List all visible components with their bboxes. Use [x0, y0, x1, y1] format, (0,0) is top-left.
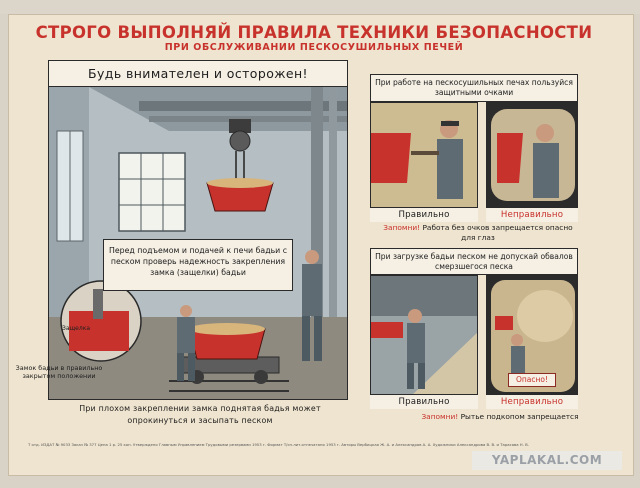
sand-warn-word: Запомни! — [421, 412, 459, 421]
poster-title: СТРОГО ВЫПОЛНЯЙ ПРАВИЛА ТЕХНИКИ БЕЗОПАСНОСТИ — [35, 23, 593, 42]
left-illustration-panel — [48, 60, 348, 400]
goggles-warning — [378, 223, 578, 243]
foundry-scene-illustration — [49, 61, 348, 400]
latch-label: Защелка — [62, 325, 91, 332]
print-imprint: Т отд. ИЗДАТ № 9033 Заказ № 377 Цена 1 р. 25 коп. Утверждено Главным Управлением Трудовыми резервами 1953 г. Формат Т/сп.лит.отпечатано 1953 г. Авторы Вербицкая Ж. А. и Александров А. А. Художники Александрова В. В. и Тарасова Н. В. — [28, 442, 529, 447]
sand-correct-label: Правильно — [370, 395, 478, 409]
sand-loading-header: При загрузке бадьи песком не допускай обвалов смерзшегося песка — [370, 248, 578, 275]
left-panel-header: Будь внимателен и осторожен! — [49, 61, 347, 87]
latch-check-note: Перед подъемом и подачей к печи бадьи с песком проверь надежность закрепления замка (защелки) бадьи — [103, 239, 293, 291]
goggles-correct-label: Правильно — [370, 208, 478, 222]
goggles-correct-image — [370, 102, 478, 208]
sand-warning — [420, 412, 580, 422]
goggles-warn-text: Работа без очков запрещается опасно для глаз — [422, 223, 573, 242]
goggles-warn-word: Запомни! — [383, 223, 421, 232]
sand-warn-text: Рытье подкопом запрещается — [460, 412, 579, 421]
goggles-wrong-image — [486, 102, 578, 208]
left-bottom-caption: При плохом закреплении замка поднятая бадья может опрокинуться и засыпать песком — [79, 404, 321, 425]
sand-correct-image — [370, 275, 478, 395]
poster-subtitle: ПРИ ОБСЛУЖИВАНИИ ПЕСКОСУШИЛЬНЫХ ПЕЧЕЙ — [164, 42, 464, 53]
goggles-rule-header: При работе на пескосушильных печах пользуйся защитными очками — [370, 74, 578, 102]
latch-position-caption: Замок бадьи в правильно закрытом положении — [15, 364, 103, 380]
scan-border — [0, 0, 640, 14]
danger-label: Опасно! — [508, 373, 556, 387]
sand-wrong-label: Неправильно — [486, 395, 578, 409]
goggles-wrong-label: Неправильно — [486, 208, 578, 222]
site-watermark: YAPLAKAL.COM — [472, 451, 622, 470]
